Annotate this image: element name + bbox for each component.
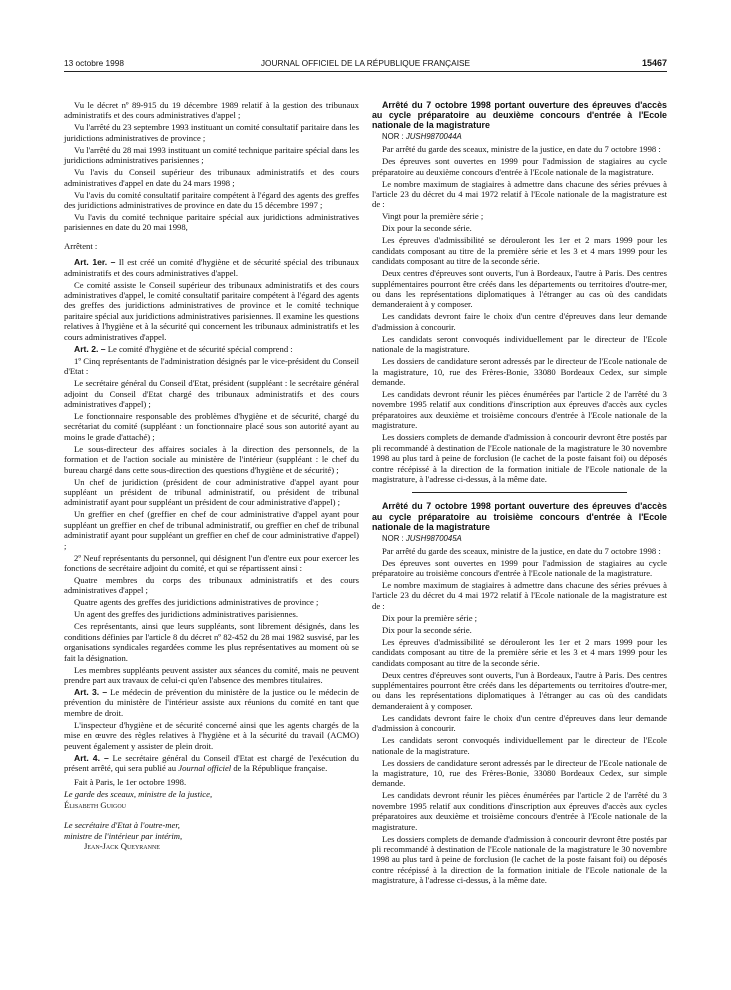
visa-paragraph: Vu l'avis du Conseil supérieur des tribunaux administratifs et des cours administratives d'appel en date du 24 mars 1998 ; (64, 167, 359, 188)
article-paragraph: 2º Neuf représentants du personnel, qui désignent l'un d'entre eux pour exercer les fonctions de secrétaire adjoint du comité, et qui se répartissent ainsi : (64, 552, 359, 573)
signatory-name: Jean-Jack Queyranne (84, 841, 160, 852)
article-paragraph: Quatre membres du corps des tribunaux administratifs et des cours administratives d'appel ; (64, 574, 359, 596)
arrete-paragraph: Les dossiers de candidature seront adressés par le directeur de l'Ecole nationale de la magistrature, 10, rue des Frères-Bonie, 33080 Bordeaux Cedex, sur simple demande. (372, 757, 667, 789)
article-2: Art. 2. – Le comité d'hygiène et de sécurité spécial comprend : (74, 343, 293, 354)
arrete-paragraph: Le nombre maximum de stagiaires à admettre dans chacune des séries prévues à l'article 23 du décret du 4 mai 1972 relatif à l'Ecole nationale de la magistrature est de : (372, 178, 667, 210)
arrete-paragraph: Les épreuves d'admissibilité se dérouleront les 1er et 2 mars 1999 pour les candidats composant au titre de la première série et les 3 et 4 mars 1999 pour les candidats composant au titre de la seconde série. (372, 235, 667, 267)
arrete-title: Arrêté du 7 octobre 1998 portant ouverture des épreuves d'accès au cycle préparatoire au troisième concours d'entrée à l'Ecole nationale de la magistrature (372, 501, 667, 532)
left-column (64, 100, 359, 851)
article-paragraph: Un chef de juridiction (président de cour administrative d'appel ayant pour suppléant un président de tribunal administratif, ou président de tribunal administratif ayant pour suppléant un président de cour administrative d'appel) ; (64, 476, 359, 508)
article-label: Art. 4. – (74, 752, 109, 763)
article-paragraph: Un greffier en chef (greffier en chef de cour administrative d'appel ayant pour suppléant un greffier en chef de tribunal administratif, ou greffier en chef de tribunal administratif ayant pour suppléant un greffier en chef de cour administrative d'appel) ; (64, 509, 359, 551)
arrete-paragraph: Dix pour la seconde série. (382, 624, 472, 635)
right-column (372, 100, 667, 887)
arrete-paragraph: Les candidats devront réunir les pièces énumérées par l'article 2 de l'arrêté du 3 novembre 1995 relatif aux conditions d'inscription aux épreuves d'accès aux cycles préparatoires aux deuxième et troisième concours d'entrée à l'Ecole nationale de la magistrature. (372, 389, 667, 431)
signatory-name: Élisabeth Guigou (64, 799, 126, 810)
arrete-paragraph: Dix pour la première série ; (382, 612, 478, 623)
article-paragraph: Le fonctionnaire responsable des problèmes d'hygiène et de sécurité, chargé du secrétariat du comité (suppléant : un fonctionnaire placé sous son autorité ayant au moins le grade d'attaché) ; (64, 410, 359, 442)
arrete-paragraph: Les candidats devront réunir les pièces énumérées par l'article 2 de l'arrêté du 3 novembre 1995 relatif aux conditions d'inscription aux épreuves d'accès aux cycles préparatoires aux deuxième et troisième concours d'entrée à l'Ecole nationale de la magistrature. (372, 790, 667, 832)
arrete-paragraph: Vingt pour la première série ; (382, 211, 484, 222)
done-at-line: Fait à Paris, le 1er octobre 1998. (74, 777, 187, 788)
article-paragraph: Un agent des greffes des juridictions administratives parisiennes. (74, 609, 299, 620)
page-number: 15467 (641, 58, 667, 68)
arrete-paragraph: Les épreuves d'admissibilité se dérouleront les 1er et 2 mars 1999 pour les candidats composant au titre de la première série et les 3 et 4 mars 1999 pour les candidats composant au titre de la seconde série. (372, 636, 667, 668)
article-label: Art. 2. – (74, 343, 106, 354)
visa-paragraph: Vu l'arrêté du 23 septembre 1993 instituant un comité consultatif paritaire dans les juridictions administratives de province ; (64, 122, 359, 143)
visa-paragraph: Vu l'avis du comité consultatif paritaire compétent à l'égard des agents des greffes des juridictions administratives de province en date du 15 décembre 1997 ; (64, 189, 359, 211)
arrete-paragraph: Les candidats seront convoqués individuellement par le directeur de l'Ecole nationale de la magistrature. (372, 735, 667, 756)
arrete-paragraph: Des épreuves sont ouvertes en 1999 pour l'admission de stagiaires au cycle préparatoire au troisième concours d'entrée à l'Ecole nationale de la magistrature. (372, 557, 667, 578)
page-header (64, 57, 667, 72)
journal-officiel-ref: Journal officiel (178, 763, 232, 774)
signatory-role: Le garde des sceaux, ministre de la justice, (64, 789, 213, 800)
arrete-paragraph: Les dossiers de candidature seront adressés par le directeur de l'Ecole nationale de la magistrature, 10, rue des Frères-Bonie, 33080 Bordeaux Cedex, sur simple demande. (372, 356, 667, 388)
visa-paragraph: Vu l'arrêté du 28 mai 1993 instituant un comité technique paritaire spécial dans les juridictions administratives parisiennes ; (64, 144, 359, 166)
article-4: Art. 4. – Le secrétaire général du Conseil d'Etat est chargé de l'exécution du présent arrêté, qui sera publié au Journal officiel de la République française. (64, 752, 359, 774)
article-paragraph: Le secrétaire général du Conseil d'Etat, président (suppléant : le secrétaire général adjoint du Conseil d'Etat chargé des tribunaux administratifs et des cours administratives d'appel) ; (64, 378, 359, 409)
nor-reference: NOR : JUSH9870044A (382, 132, 462, 142)
second-signatory (64, 820, 359, 851)
arrete-paragraph: Des épreuves sont ouvertes en 1999 pour l'admission de stagiaires au cycle préparatoire au deuxième concours d'entrée à l'Ecole nationale de la magistrature. (372, 156, 667, 177)
article-paragraph: Les membres suppléants peuvent assister aux séances du comité, mais ne peuvent prendre part aux travaux de celui-ci qu'en l'absence des membres titulaires. (64, 664, 359, 685)
visa-paragraph: Vu l'avis du comité technique paritaire spécial aux juridictions administratives parisiennes en date du 20 mai 1998, (64, 212, 359, 233)
arrete-paragraph: Les candidats devront faire le choix d'un centre d'épreuves dans leur demande d'admission à concourir. (372, 712, 667, 734)
nor-reference: NOR : JUSH9870045A (382, 533, 462, 543)
article-3: Art. 3. – Le médecin de prévention du ministère de la justice ou le médecin de prévention du ministère de l'intérieur assiste aux réunions du comité en tant que membre de droit. (64, 687, 360, 718)
arrete-paragraph: Deux centres d'épreuves sont ouverts, l'un à Bordeaux, l'autre à Paris. Des centres supplémentaires pourront être créés dans les départements ou territoires d'outre-mer, ou dans les représentations diplomatiques à l'étranger au cas où des candidats demanderaient à y composer. (372, 669, 667, 711)
header-date: 13 octobre 1998 (64, 58, 124, 68)
arrete-paragraph: Le nombre maximum de stagiaires à admettre dans chacune des séries prévues à l'article 23 du décret du 4 mai 1972 relatif à l'Ecole nationale de la magistrature est de : (372, 579, 667, 611)
arrete-paragraph: Deux centres d'épreuves sont ouverts, l'un à Bordeaux, l'autre à Paris. Des centres supplémentaires pourront être créés dans les départements ou territoires d'outre-mer, ou dans les représentations diplomatiques à l'étranger au cas où des candidats demanderaient à y composer. (372, 268, 667, 310)
article-paragraph: 1º Cinq représentants de l'administration désignés par le vice-président du Conseil d'Etat : (64, 355, 359, 377)
article-label: Art. 1er. – (74, 257, 116, 268)
article-label: Art. 3. – (74, 687, 108, 697)
arrete-paragraph: Les candidats seront convoqués individuellement par le directeur de l'Ecole nationale de la magistrature. (372, 333, 667, 355)
visa-paragraph: Vu le décret nº 89-915 du 19 décembre 1989 relatif à la gestion des tribunaux administratifs et des cours administratives d'appel ; (64, 100, 359, 121)
signatory-role: ministre de l'intérieur par intérim, (64, 830, 183, 841)
article-paragraph: Le sous-directeur des affaires sociales à la direction des personnels, de la formation et de l'action sociale au ministère de l'intérieur (suppléant : le chef du bureau chargé dans cette sous-direction des questions d'hygiène et de sécurité) ; (64, 443, 359, 475)
arretent-heading: Arrêtent : (64, 240, 98, 251)
signatory-role: Le secrétaire d'Etat à l'outre-mer, (64, 820, 180, 831)
article-paragraph: Ces représentants, ainsi que leurs suppléants, sont librement désignés, dans les conditions définies par l'article 8 du décret nº 82-452 du 28 mai 1982 susvisé, par les organisations syndicales regardées comme les plus représentatives au moment où se fait la désignation. (64, 621, 359, 663)
article-paragraph: Quatre agents des greffes des juridictions administratives de province ; (74, 597, 319, 608)
article-paragraph: L'inspecteur d'hygiène et de sécurité concerné ainsi que les agents chargés de la mise en œuvre des règles relatives à l'hygiène et à la sécurité du travail (ACMO) peuvent également y assister de plein droit. (64, 719, 359, 751)
arrete-block (372, 100, 667, 484)
section-divider (412, 492, 627, 493)
arrete-paragraph: Par arrêté du garde des sceaux, ministre de la justice, en date du 7 octobre 1998 : (382, 545, 661, 556)
arrete-paragraph: Les candidats devront faire le choix d'un centre d'épreuves dans leur demande d'admission à concourir. (372, 311, 667, 332)
arrete-paragraph: Les dossiers complets de demande d'admission à concourir devront être postés par pli recommandé à destination de l'Ecole nationale de la magistrature le 30 novembre 1998 au plus tard à peine de forclusion (le cachet de la poste faisant foi) ou déposés contre récépissé à la direction de la formation initiale de l'Ecole nationale de la magistrature, à l'adresse ci-dessus, à la même date. (372, 432, 667, 484)
article-paragraph: Ce comité assiste le Conseil supérieur des tribunaux administratifs et des cours administratives d'appel, le comité consultatif paritaire compétent à l'égard des agents des greffes des juridictions administratives de province et le comité technique paritaire spécial aux juridictions administratives parisiennes. Il examine les questions relatives à l'hygiène et à la sécurité qui concernent les tribunaux administratifs et les cours administratives d'appel. (64, 279, 359, 342)
arrete-title: Arrêté du 7 octobre 1998 portant ouverture des épreuves d'accès au cycle préparatoire au deuxième concours d'entrée à l'Ecole nationale de la magistrature (372, 100, 667, 131)
article-1: Art. 1er. – Il est créé un comité d'hygiène et de sécurité spécial des tribunaux administratifs et des cours administratives d'appel. (64, 257, 360, 278)
arrete-paragraph: Par arrêté du garde des sceaux, ministre de la justice, en date du 7 octobre 1998 : (382, 144, 661, 155)
journal-title: JOURNAL OFFICIEL DE LA RÉPUBLIQUE FRANÇAISE (260, 58, 471, 68)
arrete-paragraph: Dix pour la seconde série. (382, 223, 472, 234)
arrete-block (372, 501, 667, 885)
arrete-paragraph: Les dossiers complets de demande d'admission à concourir devront être postés par pli recommandé à destination de l'Ecole nationale de la magistrature le 30 novembre 1998 au plus tard à peine de forclusion (le cachet de la poste faisant foi) ou déposés contre récépissé à la direction de la formation initiale de l'Ecole nationale de la magistrature, à l'adresse ci-dessus, à la même date. (372, 833, 667, 886)
